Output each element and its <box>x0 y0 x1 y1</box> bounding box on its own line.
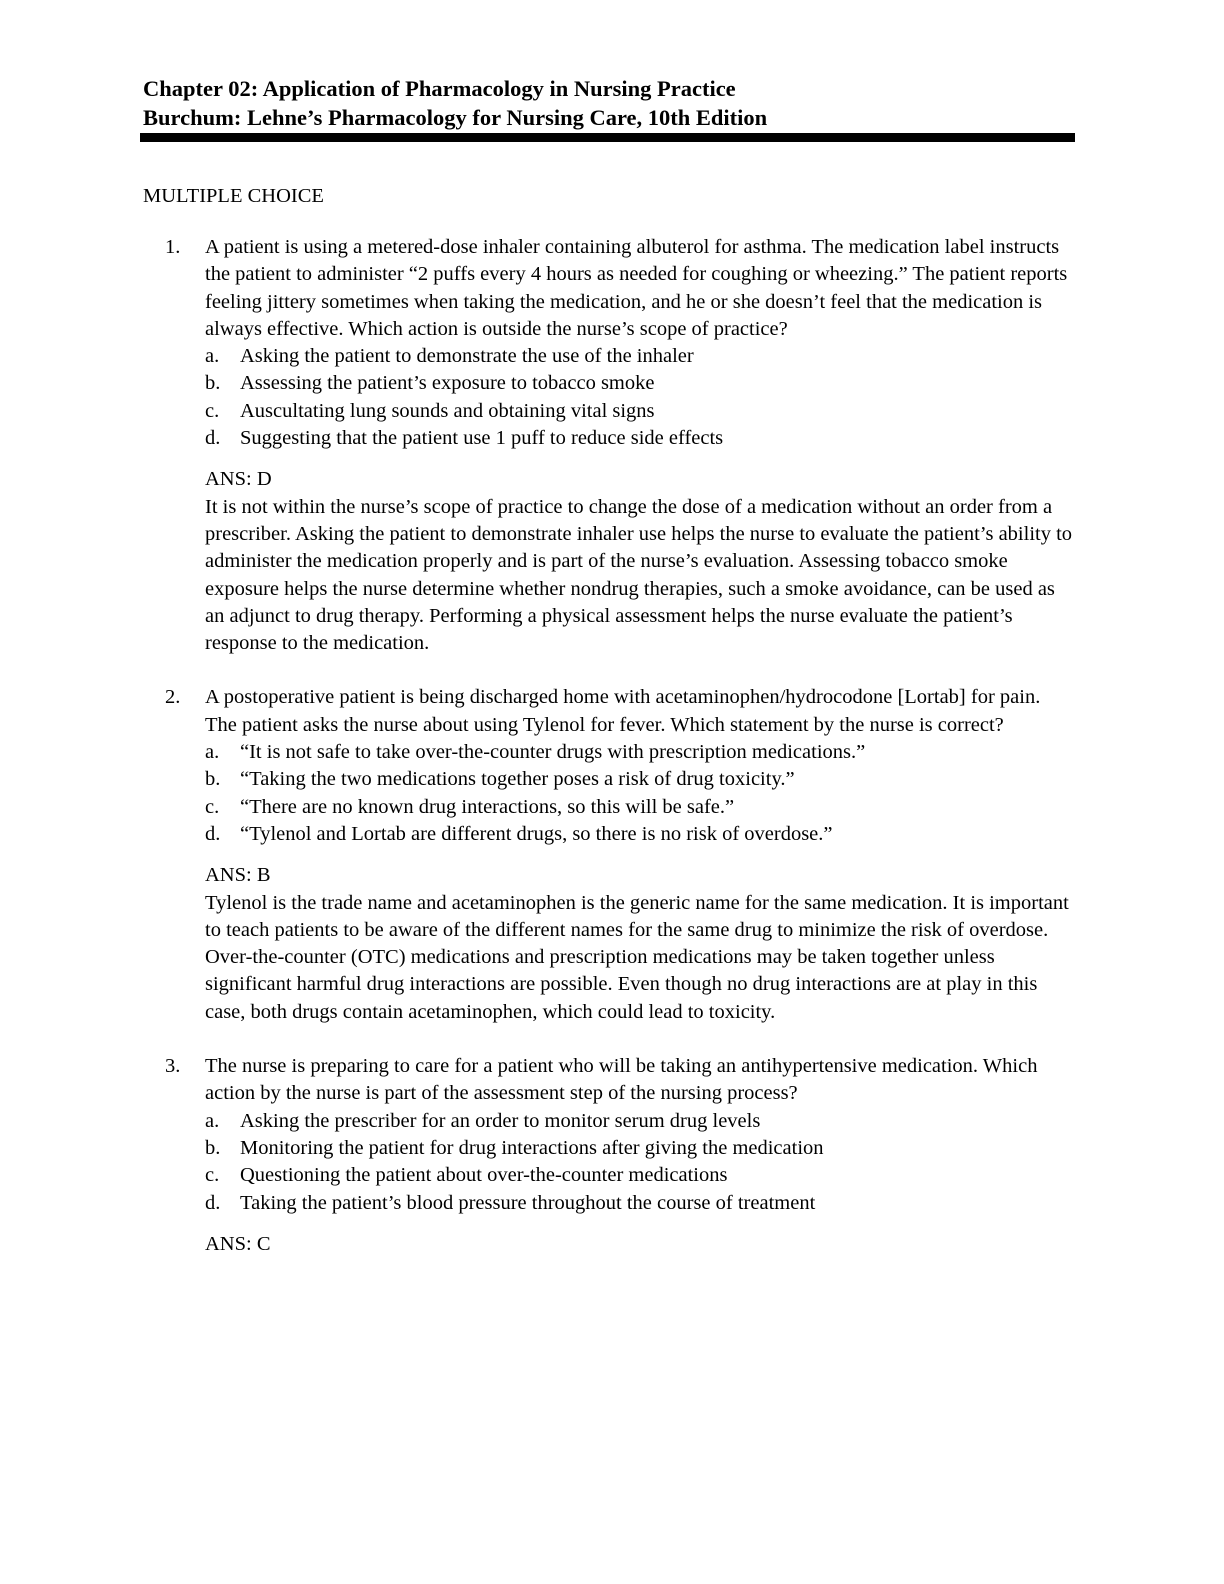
answer-explanation: Tylenol is the trade name and acetaminophen is the generic name for the same medication. It is important to teach patients to be aware of the different names for the same drug to minimize the risk of overdose. Over-the-counter (OTC) medications and prescription medications may be taken together unless significant harmful drug interactions are possible. Even though no drug interactions are at play in this case, both drugs contain acetaminophen, which could lead to toxicity. <box>205 891 1069 1023</box>
option-letter: d. <box>205 1191 221 1214</box>
answer-option <box>205 821 1083 848</box>
chapter-title: Chapter 02: Application of Pharmacology in Nursing Practice <box>143 76 736 101</box>
header-rule <box>140 133 1075 142</box>
option-text: “There are no known drug interactions, so this will be safe.” <box>240 795 735 818</box>
question-stem: A postoperative patient is being discharged home with acetaminophen/hydrocodone [Lortab] for pain. The patient asks the nurse about using Tylenol for fever. Which statement by the nurse is correct? <box>205 686 1041 736</box>
option-letter: c. <box>205 1164 220 1187</box>
questions-list <box>143 234 1083 1285</box>
book-title: Burchum: Lehne’s Pharmacology for Nursing Care, 10th Edition <box>143 105 768 130</box>
option-letter: d. <box>205 427 221 450</box>
question-stem: The nurse is preparing to care for a patient who will be taking an antihypertensive medication. Which action by the nurse is part of the assessment step of the nursing process? <box>205 1055 1038 1105</box>
option-letter: b. <box>205 768 221 791</box>
question-number: 2. <box>165 686 181 709</box>
answer-option <box>205 739 1083 766</box>
answer-key: ANS: B <box>205 864 271 887</box>
option-text: “Taking the two medications together poses a risk of drug toxicity.” <box>240 768 795 791</box>
answer-option <box>205 766 1083 793</box>
answer-option <box>205 425 1083 452</box>
option-text: Assessing the patient’s exposure to tobacco smoke <box>240 372 655 395</box>
option-letter: a. <box>205 345 220 368</box>
option-text: Asking the prescriber for an order to monitor serum drug levels <box>240 1109 761 1132</box>
option-text: Questioning the patient about over-the-counter medications <box>240 1164 728 1187</box>
option-letter: c. <box>205 399 220 422</box>
option-text: Monitoring the patient for drug interactions after giving the medication <box>240 1136 824 1159</box>
question-item <box>143 234 1083 657</box>
answer-option <box>205 370 1083 397</box>
option-text: Auscultating lung sounds and obtaining vital signs <box>240 399 655 422</box>
option-letter: b. <box>205 1136 221 1159</box>
option-letter: c. <box>205 795 220 818</box>
question-number: 3. <box>165 1055 181 1078</box>
answer-option <box>205 1162 1083 1189</box>
option-letter: a. <box>205 741 220 764</box>
section-heading: MULTIPLE CHOICE <box>143 185 324 207</box>
option-text: “Tylenol and Lortab are different drugs, so there is no risk of overdose.” <box>240 822 833 845</box>
option-text: Taking the patient’s blood pressure throughout the course of treatment <box>240 1191 816 1214</box>
option-letter: a. <box>205 1109 220 1132</box>
question-item <box>143 684 1083 1026</box>
answer-key: ANS: D <box>205 468 272 491</box>
answer-option <box>205 1135 1083 1162</box>
answer-option <box>205 1190 1083 1217</box>
option-letter: b. <box>205 372 221 395</box>
answer-explanation: It is not within the nurse’s scope of practice to change the dose of a medication without an order from a prescriber. Asking the patient to demonstrate inhaler use helps the nurse to evaluate the patient’s ability to administer the medication properly and is part of the nurse’s evaluation. Assessing tobacco smoke exposure helps the nurse determine whether nondrug therapies, such a smoke avoidance, can be used as an adjunct to drug therapy. Performing a physical assessment helps the nurse evaluate the patient’s response to the medication. <box>205 495 1073 655</box>
answer-option <box>205 1108 1083 1135</box>
question-number: 1. <box>165 236 181 258</box>
option-text: Asking the patient to demonstrate the use of the inhaler <box>240 345 694 368</box>
question-stem: A patient is using a metered-dose inhaler containing albuterol for asthma. The medication label instructs the patient to administer “2 puffs every 4 hours as needed for coughing or wheezing.” The patient reports feeling jittery sometimes when taking the medication, and he or she doesn’t feel that the medication is always effective. Which action is outside the nurse’s scope of practice? <box>205 236 1068 340</box>
document-header <box>143 74 767 132</box>
option-text: Suggesting that the patient use 1 puff to reduce side effects <box>240 427 724 450</box>
answer-key: ANS: C <box>205 1232 271 1255</box>
answer-option <box>205 343 1083 370</box>
question-item <box>143 1053 1083 1258</box>
option-letter: d. <box>205 822 221 845</box>
option-text: “It is not safe to take over-the-counter drugs with prescription medications.” <box>240 741 866 764</box>
answer-option <box>205 398 1083 425</box>
answer-option <box>205 794 1083 821</box>
